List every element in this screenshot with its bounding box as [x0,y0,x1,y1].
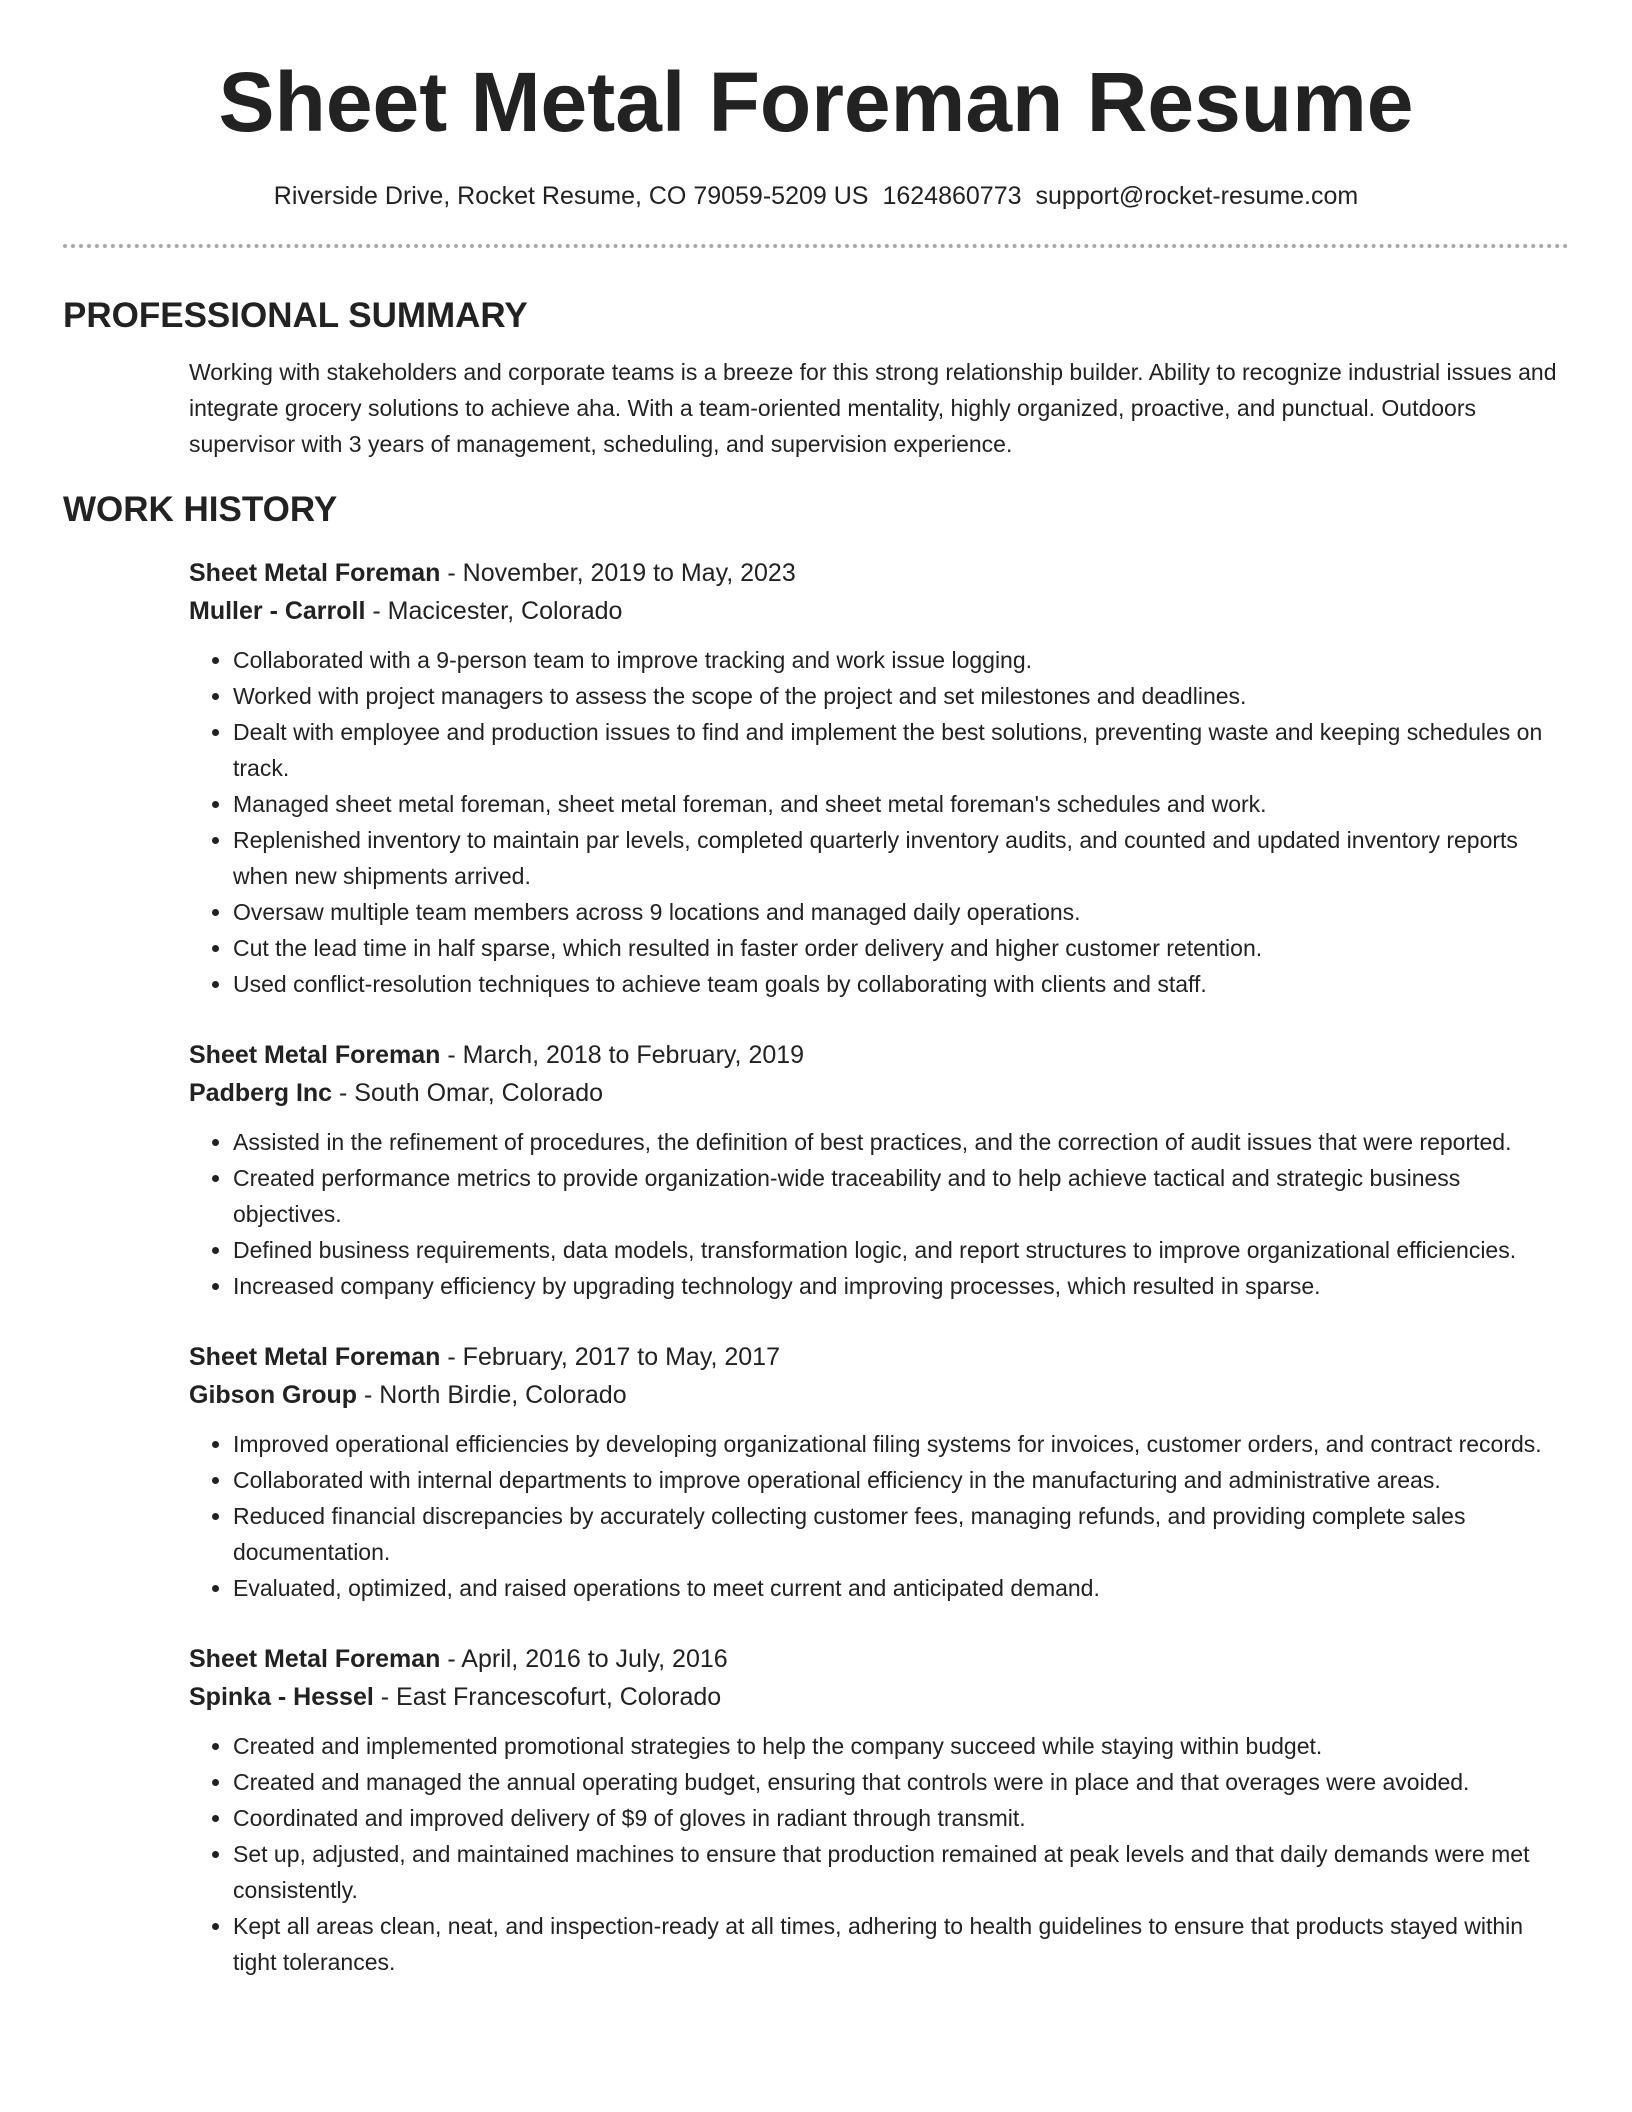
job-location: - North Birdie, Colorado [357,1381,627,1409]
job-bullet-list [189,642,1569,1002]
job-bullet: • Managed sheet metal foreman, sheet metal foreman, and sheet metal foreman's schedules and work. [233,786,1569,822]
job-company-line [189,1678,1569,1716]
contact-email: support@rocket-resume.com [1035,182,1359,210]
job-company: Muller - Carroll [189,597,366,625]
job-bullet: • Dealt with employee and production issues to find and implement the best solutions, preventing waste and keeping schedules on track. [233,714,1569,786]
job-bullet: • Created performance metrics to provide organization-wide traceability and to help achieve tactical and strategic business objectives. [233,1160,1569,1232]
job-company: Gibson Group [189,1381,358,1409]
job-bullet: • Assisted in the refinement of procedures, the definition of best practices, and the correction of audit issues that were reported. [233,1124,1569,1160]
job-entry [189,1036,1569,1304]
job-dates: - February, 2017 to May, 2017 [440,1343,780,1371]
job-bullet: • Set up, adjusted, and maintained machines to ensure that production remained at peak levels and that daily demands were met consistently. [233,1836,1569,1908]
contact-phone: 1624860773 [882,182,1022,210]
work-history-list [63,554,1569,1980]
job-location: - Macicester, Colorado [365,597,623,625]
job-bullet: • Created and implemented promotional strategies to help the company succeed while staying within budget. [233,1728,1569,1764]
job-bullet: • Used conflict-resolution techniques to achieve team goals by collaborating with clients and staff. [233,966,1569,1002]
job-location: - South Omar, Colorado [332,1079,604,1107]
job-title-line [189,1338,1569,1376]
job-dates: - March, 2018 to February, 2019 [440,1041,805,1069]
job-bullet: • Increased company efficiency by upgrading technology and improving processes, which resulted in sparse. [233,1268,1569,1304]
job-title: Sheet Metal Foreman [189,1645,441,1673]
job-bullet: • Created and managed the annual operating budget, ensuring that controls were in place and that overages were avoided. [233,1764,1569,1800]
job-bullet: • Coordinated and improved delivery of $9 of gloves in radiant through transmit. [233,1800,1569,1836]
job-location: - East Francescofurt, Colorado [373,1683,722,1711]
job-dates: - November, 2019 to May, 2023 [440,559,796,587]
job-dates: - April, 2016 to July, 2016 [440,1645,728,1673]
job-company-line [189,1376,1569,1414]
job-title: Sheet Metal Foreman [189,559,441,587]
contact-address: Riverside Drive, Rocket Resume, CO 79059-5209 US [273,182,869,210]
job-entry [189,1640,1569,1980]
job-company: Padberg Inc [189,1079,333,1107]
job-entry [189,1338,1569,1606]
job-title: Sheet Metal Foreman [189,1343,441,1371]
job-bullet-list [189,1124,1569,1304]
job-bullet: • Reduced financial discrepancies by accurately collecting customer fees, managing refunds, and providing complete sales documentation. [233,1498,1569,1570]
job-bullet-list [189,1426,1569,1606]
job-title-line [189,1036,1569,1074]
job-company-line [189,592,1569,630]
job-bullet: • Kept all areas clean, neat, and inspection-ready at all times, adhering to health guidelines to ensure that products stayed within tight tolerances. [233,1908,1569,1980]
summary-heading: PROFESSIONAL SUMMARY [63,296,528,335]
summary-text: Working with stakeholders and corporate teams is a breeze for this strong relationship builder. Ability to recognize industrial issues and integrate grocery solutions to achieve aha. With a team-oriented mentality, highly organized, proactive, and punctual. Outdoors supervisor with 3 years of management, scheduling, and supervision experience. [189,359,1557,457]
job-title-line [189,554,1569,592]
resume-title: Sheet Metal Foreman Resume [218,55,1414,149]
job-title-line [189,1640,1569,1678]
contact-line [63,180,1569,212]
job-company: Spinka - Hessel [189,1683,374,1711]
header-divider [63,244,1569,248]
job-bullet: • Worked with project managers to assess the scope of the project and set milestones and deadlines. [233,678,1569,714]
job-bullet: • Evaluated, optimized, and raised operations to meet current and anticipated demand. [233,1570,1569,1606]
job-bullet-list [189,1728,1569,1980]
job-bullet: • Defined business requirements, data models, transformation logic, and report structures to improve organizational efficiencies. [233,1232,1569,1268]
job-title: Sheet Metal Foreman [189,1041,441,1069]
job-bullet: • Improved operational efficiencies by developing organizational filing systems for invoices, customer orders, and contract records. [233,1426,1569,1462]
job-bullet: • Oversaw multiple team members across 9 locations and managed daily operations. [233,894,1569,930]
job-company-line [189,1074,1569,1112]
work-history-heading: WORK HISTORY [63,490,338,529]
job-entry [189,554,1569,1002]
job-bullet: • Collaborated with internal departments to improve operational efficiency in the manufacturing and administrative areas. [233,1462,1569,1498]
job-bullet: • Cut the lead time in half sparse, which resulted in faster order delivery and higher customer retention. [233,930,1569,966]
job-bullet: • Replenished inventory to maintain par levels, completed quarterly inventory audits, and counted and updated inventory reports when new shipments arrived. [233,822,1569,894]
job-bullet: • Collaborated with a 9-person team to improve tracking and work issue logging. [233,642,1569,678]
